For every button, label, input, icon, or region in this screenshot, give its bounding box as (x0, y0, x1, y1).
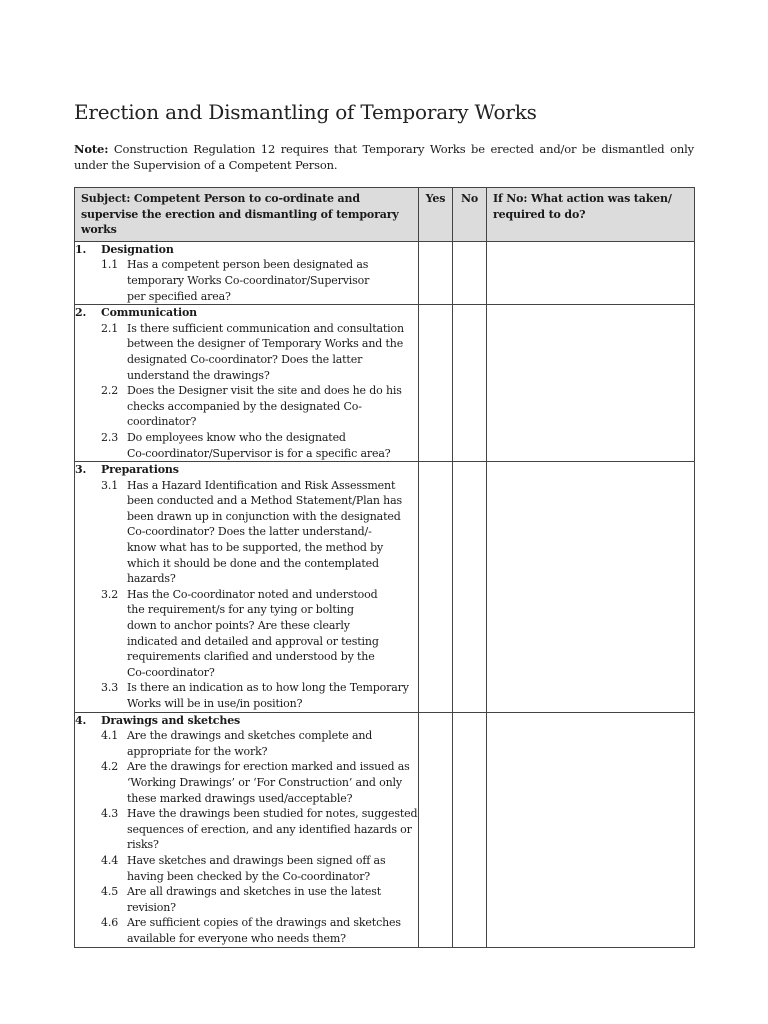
checklist-item (101, 853, 418, 884)
section-title: Designation (101, 242, 174, 256)
item-number: 3.3 (101, 681, 119, 695)
no-cell[interactable] (453, 462, 487, 713)
section-heading (75, 462, 418, 478)
checklist-item (101, 257, 418, 304)
checklist-item (101, 759, 418, 806)
action-cell[interactable] (487, 241, 695, 304)
section-number: 2. (75, 306, 87, 320)
checklist-item (101, 806, 418, 853)
table-row (75, 305, 695, 462)
item-number: 2.3 (101, 430, 119, 444)
item-number: 4.2 (101, 760, 119, 774)
yes-cell[interactable] (419, 712, 453, 947)
item-question: Has a competent person been designated as temporary Works Co-coordinator/Supervisor per specified area? (127, 258, 370, 303)
checklist-item (101, 915, 418, 946)
checklist-item (101, 478, 418, 587)
section-heading (75, 242, 418, 258)
page-title: Erection and Dismantling of Temporary Works (74, 100, 537, 124)
checklist-item (101, 884, 418, 915)
section-title: Preparations (101, 463, 179, 477)
item-number: 2.1 (101, 321, 119, 335)
checklist-item (101, 383, 418, 430)
item-question: Has a Hazard Identification and Risk Assessment been conducted and a Method Statement/Plan has been drawn up in conjunction with the designated Co-coordinator? Does the latter understand/- know what has to be supported, the method by which it should be done and the contemplated hazards? (127, 478, 402, 586)
item-question: Does the Designer visit the site and does he do his checks accompanied by the designated Co- coordinator? (127, 384, 402, 429)
header-yes: Yes (419, 188, 453, 242)
table-row (75, 712, 695, 947)
action-cell[interactable] (487, 305, 695, 462)
item-question: Are all drawings and sketches in use the latest revision? (127, 885, 382, 914)
item-number: 4.6 (101, 916, 119, 930)
checklist-body (75, 241, 695, 947)
note-text: Construction Regulation 12 requires that Temporary Works be erected and/or be dismantled only under the Supervision of a Competent Person. (74, 142, 694, 172)
checklist-table (74, 187, 695, 948)
checklist-item (101, 587, 418, 681)
item-number: 3.1 (101, 478, 119, 492)
no-cell[interactable] (453, 712, 487, 947)
checklist-item (101, 680, 418, 711)
item-question: Is there an indication as to how long the Temporary Works will be in use/in position? (127, 681, 409, 710)
item-question: Do employees know who the designated Co-coordinator/Supervisor is for a specific area? (127, 430, 391, 460)
item-question: Have the drawings been studied for notes, suggested sequences of erection, and any identified hazards or risks? (127, 807, 418, 852)
no-cell[interactable] (453, 305, 487, 462)
yes-cell[interactable] (419, 462, 453, 713)
action-cell[interactable] (487, 462, 695, 713)
checklist-item (101, 728, 418, 759)
section-cell (75, 462, 419, 713)
item-question: Is there sufficient communication and consultation between the designer of Temporary Works and the designated Co-coordinator? Does the latter understand the drawings? (127, 321, 404, 382)
section-number: 3. (75, 463, 87, 477)
section-cell (75, 241, 419, 304)
item-question: Have sketches and drawings been signed off as having been checked by the Co-coordinator? (127, 853, 386, 883)
section-number: 1. (75, 242, 87, 256)
section-heading (75, 305, 418, 321)
item-number: 4.1 (101, 729, 119, 743)
item-number: 4.3 (101, 807, 119, 821)
section-title: Communication (101, 306, 198, 320)
section-cell (75, 305, 419, 462)
item-question: Has the Co-coordinator noted and understood the requirement/s for any tying or bolting down to anchor points? Are these clearly indicated and detailed and approval or testing requirements clarified and understood by the Co-coordinator? (127, 587, 379, 679)
item-number: 4.5 (101, 885, 119, 899)
header-action: If No: What action was taken/ required to do? (487, 188, 695, 242)
item-number: 4.4 (101, 853, 119, 867)
item-question: Are the drawings and sketches complete and appropriate for the work? (127, 729, 373, 758)
yes-cell[interactable] (419, 305, 453, 462)
item-question: Are sufficient copies of the drawings and sketches available for everyone who needs them? (127, 916, 401, 945)
table-row (75, 462, 695, 713)
checklist-item (101, 321, 418, 383)
table-header-row (75, 188, 695, 242)
header-subject: Subject: Competent Person to co-ordinate and supervise the erection and dismantling of temporary works (75, 188, 419, 242)
item-number: 3.2 (101, 587, 119, 601)
note-paragraph (74, 141, 694, 173)
section-heading (75, 713, 418, 729)
no-cell[interactable] (453, 241, 487, 304)
section-title: Drawings and sketches (101, 713, 241, 727)
yes-cell[interactable] (419, 241, 453, 304)
header-no: No (453, 188, 487, 242)
item-number: 2.2 (101, 384, 119, 398)
checklist-item (101, 430, 418, 461)
item-question: Are the drawings for erection marked and issued as ‘Working Drawings’ or ‘For Construction’ and only these marked drawings used/acceptable? (127, 760, 410, 805)
section-cell (75, 712, 419, 947)
item-number: 1.1 (101, 258, 119, 272)
table-row (75, 241, 695, 304)
note-label: Note: (74, 142, 109, 156)
section-number: 4. (75, 713, 87, 727)
action-cell[interactable] (487, 712, 695, 947)
